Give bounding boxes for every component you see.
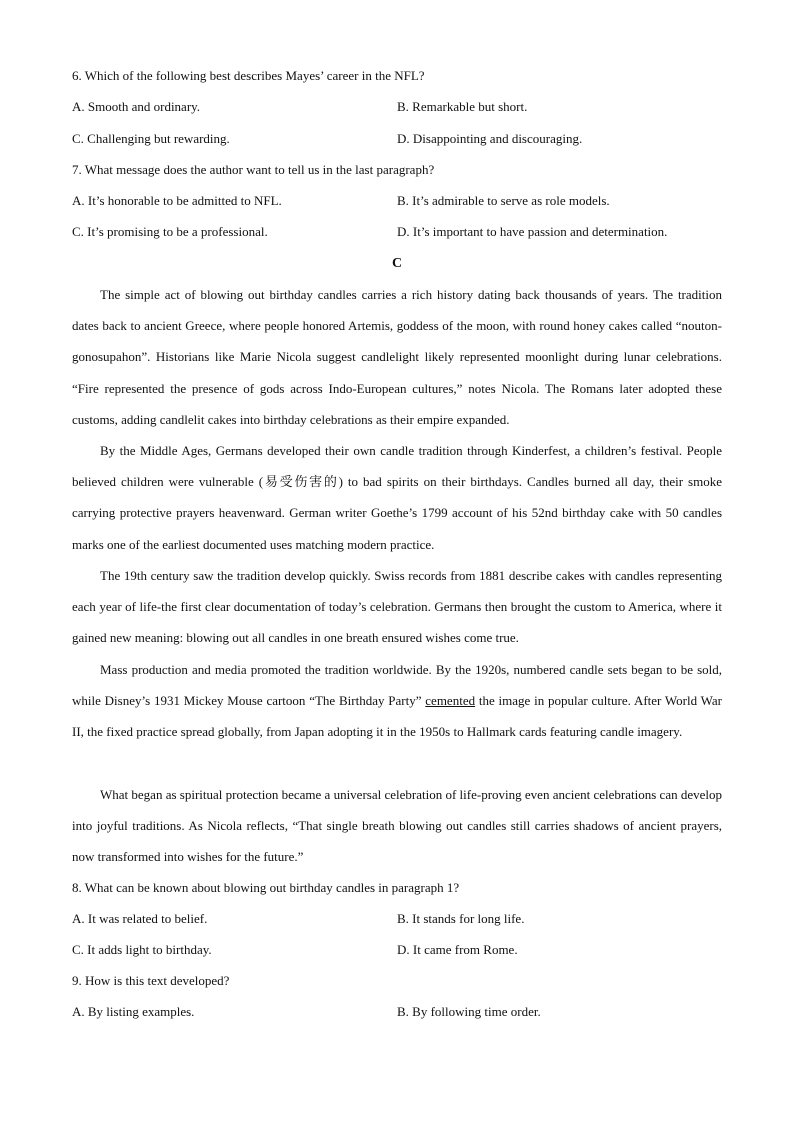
question-6-option-b: B. Remarkable but short. bbox=[397, 99, 528, 114]
question-8-option-b: B. It stands for long life. bbox=[397, 911, 525, 926]
question-7-option-c: C. It’s promising to be a professional. bbox=[72, 224, 268, 239]
passage-paragraph-4 bbox=[72, 654, 722, 748]
question-8-option-a: A. It was related to belief. bbox=[72, 911, 208, 926]
question-9-stem: 9. How is this text developed? bbox=[72, 973, 230, 988]
question-9-option-a: A. By listing examples. bbox=[72, 1004, 195, 1019]
question-7-option-d: D. It’s important to have passion and determination. bbox=[397, 224, 668, 239]
question-7-option-a: A. It’s honorable to be admitted to NFL. bbox=[72, 193, 282, 208]
underlined-word-cemented: cemented bbox=[425, 693, 476, 709]
question-9-option-b: B. By following time order. bbox=[397, 1004, 541, 1019]
question-6-stem: 6. Which of the following best describes Mayes’ career in the NFL? bbox=[72, 68, 425, 83]
question-7-option-b: B. It’s admirable to serve as role models. bbox=[397, 193, 610, 208]
question-8-stem: 8. What can be known about blowing out birthday candles in paragraph 1? bbox=[72, 880, 460, 895]
passage-paragraph-3: The 19th century saw the tradition develop quickly. Swiss records from 1881 describe cakes with candles representing each year of life-the first clear documentation of today’s celebration. Germans then brought the custom to America, where it gained new meaning: blowing out all candles in one breath ensured wishes come true. bbox=[72, 568, 722, 646]
paragraph-4-text-start: Mass production and media promoted the tradition worldwide. By the 1920s, numbered candle sets began to be sold, while Disney’s 1931 Mickey Mouse cartoon “The Birthday Party” bbox=[72, 662, 722, 709]
question-6-option-a: A. Smooth and ordinary. bbox=[72, 99, 201, 114]
question-7-stem: 7. What message does the author want to tell us in the last paragraph? bbox=[72, 162, 435, 177]
section-label: C bbox=[391, 256, 403, 271]
passage-paragraph-5: What began as spiritual protection became a universal celebration of life-proving even ancient celebrations can develop into joyful traditions. As Nicola reflects, “That single breath blowing out candles still carries shadows of ancient prayers, now transformed into wishes for the future.” bbox=[72, 787, 722, 865]
question-8-option-c: C. It adds light to birthday. bbox=[72, 942, 212, 957]
paragraph-4-text-end: the image in popular culture. After World War II, the fixed practice spread globally, from Japan adopting it in the 1950s to Hallmark cards featuring candle imagery. bbox=[72, 693, 722, 740]
question-6-option-c: C. Challenging but rewarding. bbox=[72, 131, 230, 146]
passage-paragraph-2: By the Middle Ages, Germans developed their own candle tradition through Kinderfest, a children’s festival. People believed children were vulnerable (易受伤害的) to bad spirits on their birthdays. Candles burned all day, their smoke carrying protective prayers heavenward. German writer Goethe’s 1799 account of his 52nd birthday cake with 50 candles marks one of the earliest documented uses matching modern practice. bbox=[72, 443, 722, 552]
question-8-option-d: D. It came from Rome. bbox=[397, 942, 518, 957]
question-6-option-d: D. Disappointing and discouraging. bbox=[397, 131, 583, 146]
passage-paragraph-1: The simple act of blowing out birthday candles carries a rich history dating back thousands of years. The tradition dates back to ancient Greece, where people honored Artemis, goddess of the moon, with round honey cakes called “nouton-gonosupahon”. Historians like Marie Nicola suggest candlelight likely represented moonlight during lunar celebrations. “Fire represented the presence of gods across Indo-European cultures,” notes Nicola. The Romans later adopted these customs, adding candlelit cakes into birthday celebrations as their empire expanded. bbox=[72, 287, 722, 427]
